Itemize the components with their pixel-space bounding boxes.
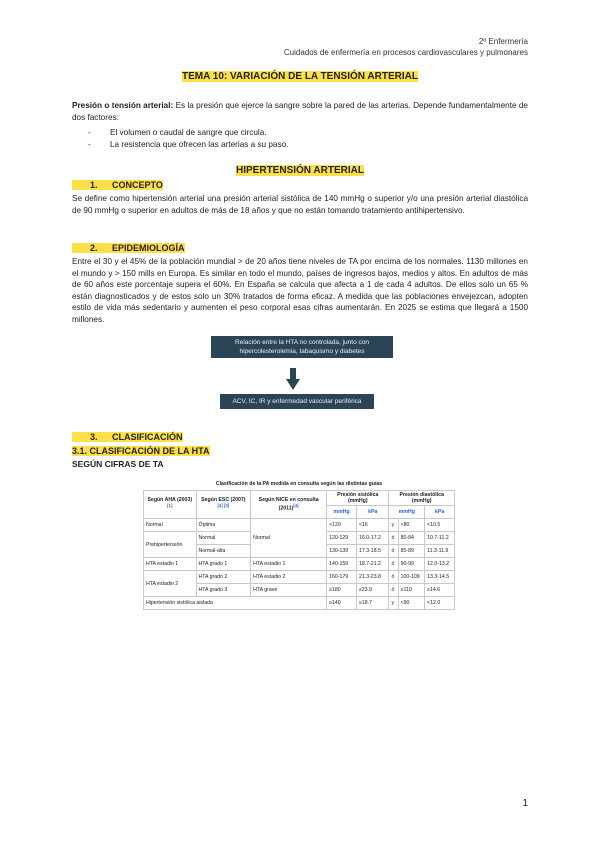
table-row: Normal-alta 130-139 17.3-18.5 ó 85-89 11.3-11.9 xyxy=(144,545,455,558)
table-row: Prehipertensión Normal 120-129 16.0-17.2 ó 80-84 10.7-11.2 xyxy=(144,532,455,545)
concepto-heading: 1. CONCEPTO xyxy=(72,180,163,190)
table-header: Según AHA (2003)[1] xyxy=(144,491,197,519)
header-line-2: Cuidados de enfermería en procesos cardiovasculares y pulmonares xyxy=(283,48,528,57)
intro-text: Es la presión que ejerce la sangre sobre la pared de las arterias. Depende fundamentalmente de dos factores: xyxy=(72,101,528,122)
concepto-paragraph: Se define como hipertensión arterial una presión arterial sistólica de 140 mmHg o superior y/o una presión arterial diastólica de 90 mmHg o superior en adultos de más de 18 años y que no están tomando tratamiento antihipertensivo. xyxy=(72,194,528,215)
diagram-box-effect: ACV, IC, IR y enfermedad vascular periférica xyxy=(220,394,374,409)
pa-classification-table xyxy=(143,477,455,610)
table-unit: mmHg xyxy=(327,506,357,519)
table-header: Según ESC (2007)[2] [3] xyxy=(196,491,251,519)
table-header: Según NICE en consulta (2011)[4] xyxy=(251,491,327,519)
table-unit: mmHg xyxy=(389,506,425,519)
header-line-1: 2º Enfermería xyxy=(478,37,528,46)
table-header: Presión diastólica (mmHg) xyxy=(389,491,455,506)
page-number: 1 xyxy=(522,798,528,809)
header-course xyxy=(284,37,528,57)
table-unit: kPa xyxy=(356,506,388,519)
section-title: HIPERTENSIÓN ARTERIAL xyxy=(236,165,364,176)
table-unit: kPa xyxy=(425,506,455,519)
intro-paragraph xyxy=(72,100,528,123)
table-header: Presión sistólica (mmHg) xyxy=(327,491,389,506)
table-row: Normal Óptima Normal <120 <16 y <80 <10.5 xyxy=(144,519,455,532)
table-row: HTA estadio 2 HTA grado 2 HTA estadio 2 160-179 21.3-23.8 ó 100-109 13.3-14.5 xyxy=(144,571,455,584)
page-title: TEMA 10: VARIACIÓN DE LA TENSIÓN ARTERIAL xyxy=(182,71,418,82)
table-row: Hipertensión sistólica aislada ≥140 ≥18.7 y <90 <12.0 xyxy=(144,597,455,610)
diagram-box-cause: Relación entre la HTA no controlada, junto con hipercolesterolemia, tabaquismo y diabetes xyxy=(211,336,393,358)
epidemiologia-paragraph: Entre el 30 y el 45% de la población mundial > de 20 años tiene niveles de TA por encima de los normales. 1130 millones en el mundo y > 150 mills en Europa. Es similar en todo el mundo, países de ingresos bajos, medios y altos. En adultos de más de 60 años este porcentaje supera el 60%. En España se calcula que afecta a 1 de cada 4 adultos. De ellos solo un 65 % están diagnosticados y de estos solo un 30% tratados de forma eficaz. A medida que las poblaciones envejezcan, adopten estilo de vida más sedentario y aumenten el peso corporal esas cifras aumentarán. En 2025 se estima que llegará a 1500 millones. xyxy=(72,257,528,324)
epidemiologia-heading: 2. EPIDEMIOLOGÍA xyxy=(72,243,185,253)
intro-bullet: - El volumen o caudal de sangre que circula. xyxy=(88,128,267,137)
intro-lead: Presión o tensión arterial: xyxy=(72,101,174,110)
clasificacion-heading: 3. CLASIFICACIÓN xyxy=(72,432,183,442)
clasificacion-subheading: 3.1. CLASIFICACIÓN DE LA HTA xyxy=(72,446,210,456)
down-arrow-icon xyxy=(286,368,300,390)
intro-bullet: - La resistencia que ofrecen las arterias a su paso. xyxy=(88,140,289,149)
table-row: HTA estadio 1 HTA grado 1 HTA estadio 1 140-159 18.7-21.2 ó 90-99 12.0-13.2 xyxy=(144,558,455,571)
table-caption: Clasificación de la PA medida en consulta según las distintas guías xyxy=(215,480,383,487)
table-row: HTA grado 3 HTA grave ≥180 ≥23.9 ó ≥110 ≥14.6 xyxy=(144,584,455,597)
clasificacion-subheading-2: SEGÚN CIFRAS DE TA xyxy=(72,459,164,469)
